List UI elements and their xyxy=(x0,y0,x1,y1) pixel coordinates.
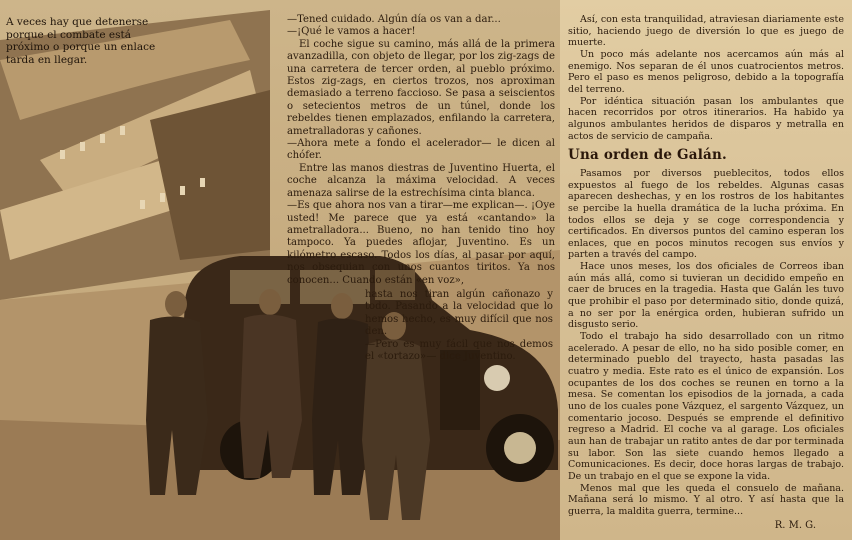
paragraph: Pasamos por diversos pueblecitos, todos ellos expuestos al fuego de los rebeldes. Algunas casas aparecen deshechas, y en los rostros de los habitantes se percibe la huella dramática de la lucha próxima. En todos ellos se deja y se coge correspondencia y certificados. En diversos puntos del camino esperan los enlaces, que en pocos minutos recogen sus envíos y parten a través del campo. xyxy=(568,167,844,261)
photo-caption: A veces hay que detenerse porque el combate está próximo o porque un enlace tarda en llegar. xyxy=(6,16,156,66)
paragraph: Por idéntica situación pasan los ambulantes que hacen recorridos por otros itinerarios. Ha habido ya algunos ambulantes heridos de disparos y metralla en actos de servicio de campaña. xyxy=(568,95,844,142)
paragraph: Entre las manos diestras de Juventino Huerta, el coche alcanza la máxima velocidad. A veces amenaza salirse de la estrechísima cinta blanca. xyxy=(287,162,555,199)
author-signature: R. M. G. xyxy=(774,519,816,531)
paragraph: —Es que ahora nos van a tirar—me explican—. ¡Oye usted! Me parece que ya está «cantando» la ametralladora... Bueno, no han tenido tino hoy tampoco. Ya puedes aflojar, Juventino. Es un kilómetro escaso. Todos los días, al pasar por aquí, nos obsequian con unos cuantos tiritos. Ya nos conocen... Cuando están «en voz», xyxy=(287,200,555,286)
paragraph: Menos mal que les queda el consuelo de mañana. Mañana será lo mismo. Y al otro. Y así hasta que la guerra, la maldita guerra, termine... xyxy=(568,482,844,517)
paragraph: —¡Qué le vamos a hacer! xyxy=(287,26,416,38)
paragraph: El coche sigue su camino, más allá de la primera avanzadilla, con objeto de llegar, por los zig-zags de una carretera de tercer orden, al pueblo próximo. Estos zig-zags, en ciertos trozos, nos aproximan demasiado a terreno faccioso. Se pasa a seiscientos o setecientos metros de un túnel, donde los rebeldes tienen emplazados, enfilando la carretera, ametralladoras y cañones. xyxy=(287,38,555,137)
paragraph: —Tened cuidado. Algún día os van a dar... xyxy=(287,14,501,25)
section-heading: Una orden de Galán. xyxy=(568,147,727,164)
paragraph: —Pero es muy fácil que nos demos el «tortazo»— dice Juventino. xyxy=(365,338,553,362)
paragraph: —Ahora mete a fondo el acelerador— le dicen al chófer. xyxy=(287,138,555,162)
paragraph: Hace unos meses, los dos oficiales de Correos iban aún más allá, como si tuvieran un decidido empeño en caer de bruces en la tragedia. Hasta que Galán les tuvo que prohibir el paso por determinado sitio, donde quizá, a no ser por la enérgica orden, hubieran sufrido un disgusto serio. xyxy=(568,261,844,331)
article-column-middle xyxy=(287,14,555,287)
paragraph: Todo el trabajo ha sido desarrollado con un ritmo acelerado. A pesar de ello, no ha sido posible comer, en determinado pueblo del trayecto, hasta pasadas las cuatro y media. Este rato es el único de expansión. Los ocupantes de los dos coches se reunen en torno a la mesa. Se comentan los episodios de la jornada, a cada uno de los cuales pone Vázquez, el sargento Vázquez, un comentario jocoso. Después se emprende el definitivo regreso a Madrid. El coche va al garage. Los oficiales aun han de trabajar un ratito antes de dar por terminada su labor. Son las siete cuando hemos llegado a Comunicaciones. Es decir, doce horas largas de trabajo. De un trabajo en el que se expone la vida. xyxy=(568,331,844,482)
article-column-middle-bottom xyxy=(365,289,553,363)
article-column-right xyxy=(568,14,844,531)
paragraph: Un poco más adelante nos acercamos aún más al enemigo. Nos separan de él unos cuatrocientos metros. Pero el paso es menos peligroso, debido a la topografía del terreno. xyxy=(568,48,844,95)
paragraph: hasta nos tiran algún cañonazo y todo. Pasando a la velocidad que lo hemos hecho, es muy difícil que nos den. xyxy=(365,288,553,338)
paragraph: Así, con esta tranquilidad, atraviesan diariamente este sitio, haciendo juego de diversión lo que es juego de muerte. xyxy=(568,14,844,49)
